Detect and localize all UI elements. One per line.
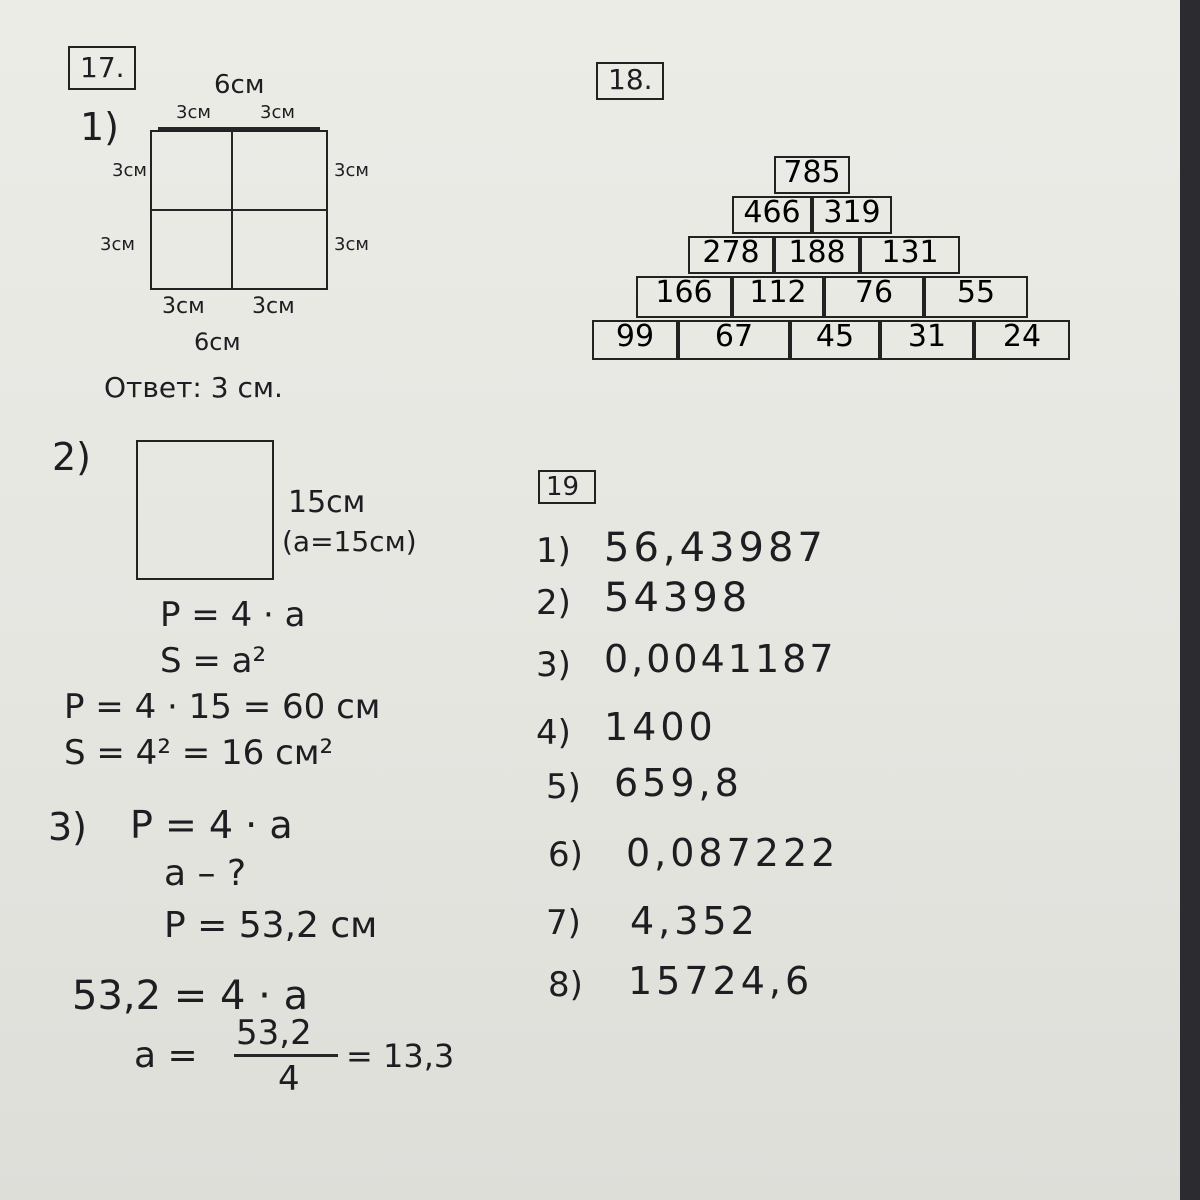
square-horizontal-divider xyxy=(150,209,328,211)
pyramid-cell xyxy=(824,276,924,318)
pyramid-value: 31 xyxy=(907,319,947,354)
answer-value: 56,43987 xyxy=(604,525,827,571)
pyramid-cell xyxy=(592,320,678,360)
pyramid-cell xyxy=(732,276,824,318)
bottom-total-label: 6см xyxy=(194,328,241,356)
pyramid-value: 112 xyxy=(749,275,807,310)
part1-answer: Ответ: 3 см. xyxy=(104,371,283,404)
part3-unknown: a – ? xyxy=(164,853,247,894)
part3-equation: 53,2 = 4 · a xyxy=(72,973,309,1019)
pyramid-value: 67 xyxy=(714,319,754,354)
pyramid-cell xyxy=(974,320,1070,360)
bottom-right-label: 3см xyxy=(252,294,295,319)
answer-label: 2) xyxy=(536,583,571,623)
top-total-label: 6см xyxy=(214,70,265,100)
answer-label: 6) xyxy=(548,835,583,875)
answer-label: 7) xyxy=(546,903,581,943)
answer-value: 0,087222 xyxy=(626,831,840,875)
part3-formula: P = 4 · a xyxy=(130,803,293,847)
answer-value: 1400 xyxy=(604,705,717,749)
fraction-numerator: 53,2 xyxy=(236,1013,312,1053)
part3-result: = 13,3 xyxy=(346,1037,455,1075)
pyramid-cell xyxy=(774,236,860,274)
fraction-bar xyxy=(234,1054,338,1057)
task19-number: 19 xyxy=(546,472,580,502)
pyramid-value: 55 xyxy=(956,275,996,310)
fraction-denominator: 4 xyxy=(278,1059,300,1099)
task17-number: 17. xyxy=(80,51,125,84)
side-length-label: 15см xyxy=(288,485,366,520)
task17-part2-label: 2) xyxy=(52,435,92,479)
answer-value: 54398 xyxy=(604,575,752,621)
pyramid-value: 24 xyxy=(1002,319,1042,354)
pyramid-value: 76 xyxy=(854,275,894,310)
pyramid-cell xyxy=(732,196,812,234)
pyramid-cell xyxy=(860,236,960,274)
pyramid-value: 278 xyxy=(702,235,760,270)
pyramid-value: 466 xyxy=(743,195,801,230)
pyramid-cell xyxy=(678,320,790,360)
left-upper-label: 3см xyxy=(112,160,147,181)
pyramid-value: 785 xyxy=(783,155,841,190)
square-15cm xyxy=(136,440,274,580)
right-lower-label: 3см xyxy=(334,234,369,255)
bottom-left-label: 3см xyxy=(162,294,205,319)
task17-part3-label: 3) xyxy=(48,805,88,849)
answer-label: 8) xyxy=(548,965,583,1005)
top-right-label: 3см xyxy=(260,102,295,123)
answer-value: 4,352 xyxy=(630,899,759,943)
pyramid-value: 99 xyxy=(615,319,655,354)
answer-label: 4) xyxy=(536,713,571,753)
left-lower-label: 3см xyxy=(100,234,135,255)
answer-value: 659,8 xyxy=(614,761,743,805)
pyramid-cell xyxy=(636,276,732,318)
answer-label: 5) xyxy=(546,767,581,807)
part3-given: P = 53,2 см xyxy=(164,905,378,946)
page-edge-shadow xyxy=(1180,0,1200,1200)
top-left-label: 3см xyxy=(176,102,211,123)
calc-area: S = 4² = 16 см² xyxy=(64,733,334,773)
pyramid-cell xyxy=(790,320,880,360)
answer-value: 15724,6 xyxy=(628,959,814,1003)
side-note: (a=15см) xyxy=(282,525,417,558)
formula-area: S = a² xyxy=(160,641,267,681)
pyramid-cell xyxy=(774,156,850,194)
pyramid-cell xyxy=(812,196,892,234)
pyramid-value: 166 xyxy=(655,275,713,310)
answer-value: 0,0041187 xyxy=(604,637,837,681)
right-upper-label: 3см xyxy=(334,160,369,181)
pyramid-value: 188 xyxy=(788,235,846,270)
calc-perimeter: P = 4 · 15 = 60 см xyxy=(64,687,381,727)
part3-a-equals: a = xyxy=(134,1035,198,1076)
pyramid-value: 319 xyxy=(823,195,881,230)
pyramid-cell xyxy=(880,320,974,360)
formula-perimeter: P = 4 · a xyxy=(160,595,306,635)
answer-label: 3) xyxy=(536,645,571,685)
task18-number: 18. xyxy=(608,63,653,96)
pyramid-value: 131 xyxy=(881,235,939,270)
answer-label: 1) xyxy=(536,531,571,571)
pyramid-value: 45 xyxy=(815,319,855,354)
task17-part1-label: 1) xyxy=(80,105,120,149)
pyramid-cell xyxy=(688,236,774,274)
pyramid-cell xyxy=(924,276,1028,318)
